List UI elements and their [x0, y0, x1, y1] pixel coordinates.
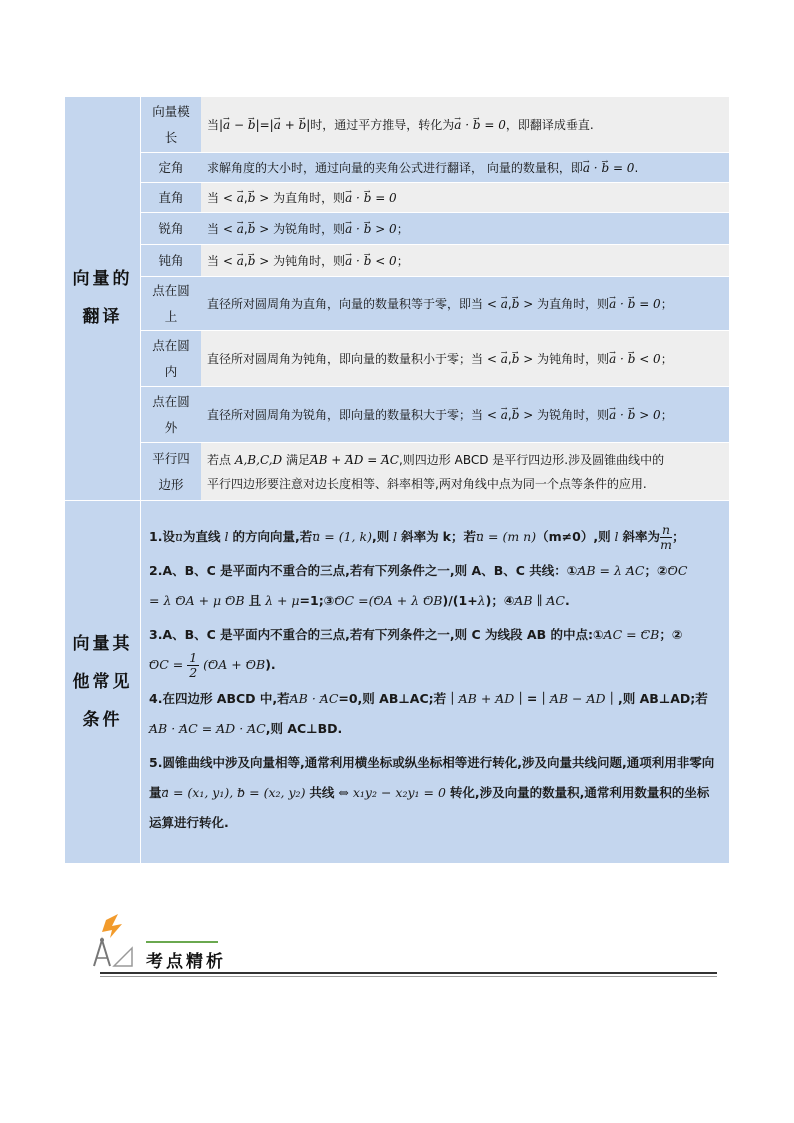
row-content-acute: 当 < → a,→ b > 为锐角时，则→ a · → b > 0； — [201, 213, 729, 245]
row-label-on-circle: 点在圆 上 — [141, 277, 202, 331]
condition-4: 4.在四边形 ABCD 中,若→ AB · → AC=0,则 AB⊥AC;若｜→ AB + → AD｜=｜→ AB − → AD｜,则 AB⊥AD;若 → AB · → AC = → AD · → AC,则 AC⊥BD. — [149, 684, 721, 744]
row-label-acute: 锐角 — [141, 213, 202, 245]
condition-3: 3.A、B、C 是平面内不重合的三点,若有下列条件之一,则 C 为线段 AB 的中点:①→ AC = → CB；② → OC = $\frac{1}{2}$ (→ OA + → OB). — [149, 620, 721, 680]
row-label-magnitude: 向量模 长 — [141, 97, 202, 153]
row-content-on-circle: 直径所对圆周角为直角，向量的数量积等于零，即当 < → a,→ b > 为直角时，则→ a · → b = 0； — [201, 277, 729, 331]
row-label-inside-circle: 点在圆 内 — [141, 331, 202, 387]
row-label-fixed-angle: 定角 — [141, 153, 202, 183]
condition-2: 2.A、B、C 是平面内不重合的三点,若有下列条件之一,则 A、B、C 共线：①→ AB = λ → AC；②→ OC = λ → OA + μ → OB 且 λ + μ=1;③→ OC =(→ OA + λ → OB)/(1+λ)；④→ AB ∥ → AC. — [149, 556, 721, 616]
footer-accent-line — [146, 941, 218, 943]
row-label-parallelogram: 平行四 边形 — [141, 443, 202, 501]
section-header-title: 考点精析 — [146, 952, 226, 972]
ruler-compass-icon — [88, 912, 138, 972]
row-content-inside-circle: 直径所对圆周角为钝角，即向量的数量积小于零；当 < → a,→ b > 为钝角时，则→ a · → b < 0； — [201, 331, 729, 387]
row-label-obtuse: 钝角 — [141, 245, 202, 277]
row-content-outside-circle: 直径所对圆周角为锐角，即向量的数量积大于零；当 < → a,→ b > 为锐角时，则→ a · → b > 0； — [201, 387, 729, 443]
row-content-obtuse: 当 < → a,→ b > 为钝角时，则→ a · → b < 0； — [201, 245, 729, 277]
section-title-translation: 向量的 翻译 — [65, 97, 141, 501]
footer-divider — [100, 972, 717, 974]
other-conditions-content — [141, 501, 730, 863]
row-content-right-angle: 当 < → a,→ b > 为直角时，则→ a · → b = 0 — [201, 183, 729, 213]
row-content-magnitude: 当|→ a − → b|=|→ a + → b|时，通过平方推导，转化为→ a · → b = 0，即翻译成垂直. — [201, 97, 729, 153]
row-content-fixed-angle: 求解角度的大小时，通过向量的夹角公式进行翻译， 向量的数量积，即→ a · → b = 0. — [201, 153, 729, 183]
content-table — [65, 96, 729, 863]
section-title-other: 向量其 他常见 条件 — [65, 501, 141, 863]
footer-divider-thin — [100, 976, 717, 977]
row-content-parallelogram: 若点 A,B,C,D 满足→ AB + → AD = → AC,则四边形 ABCD 是平行四边形.涉及圆锥曲线中的 平行四边形要注意对边长度相等、斜率相等,两对角线中点为同一个点等条件的应用. — [201, 443, 729, 501]
row-label-right-angle: 直角 — [141, 183, 202, 213]
condition-1: 1.设→ u为直线 l 的方向向量,若→ u = (1, k),则 l 斜率为 k；若→ u = (m n)（m≠0）,则 l 斜率为 $\frac{n}{m}$ ； — [149, 522, 721, 552]
row-label-outside-circle: 点在圆 外 — [141, 387, 202, 443]
condition-5: 5.圆锥曲线中涉及向量相等,通常利用横坐标或纵坐标相等进行转化,涉及向量共线问题,通项利用非零向量→ a = (x₁, y₁), → b = (x₂, y₂) 共线 ⇔ x₁y₂ − x₂y₁ = 0 转化,涉及向量的数量积,通常利用数量积的坐标运算进行转化. — [149, 748, 721, 838]
